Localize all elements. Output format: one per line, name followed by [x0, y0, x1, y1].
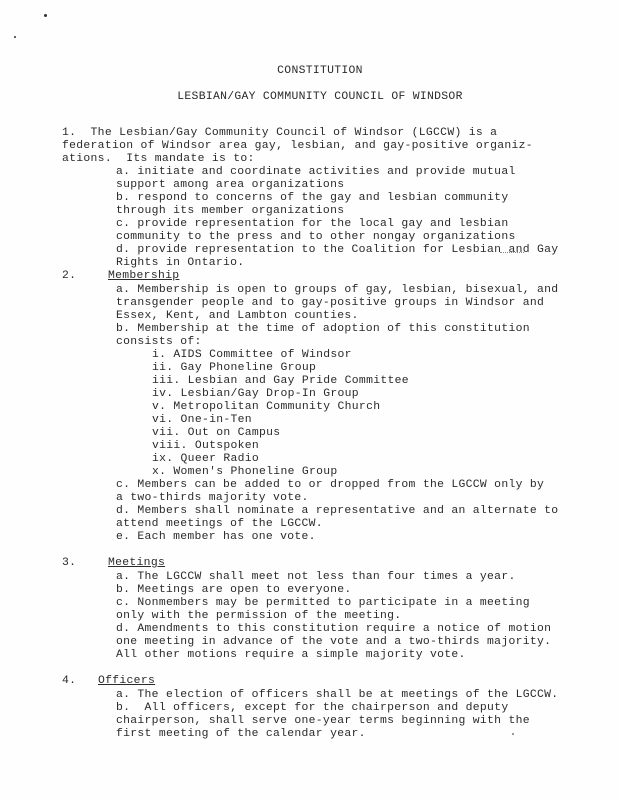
section-4-heading: Officers — [98, 675, 156, 687]
officers-line: chairperson, shall serve one-year terms beginning with the — [116, 715, 530, 727]
membership-line: Essex, Kent, and Lambton counties. — [116, 310, 359, 322]
officers-line: a. The election of officers shall be at meetings of the LGCCW. — [116, 689, 559, 701]
meetings-line: d. Amendments to this constitution require a notice of motion — [116, 623, 552, 635]
meetings-line: All other motions require a simple majority vote. — [116, 649, 466, 661]
mandate-item: support among area organizations — [116, 179, 345, 191]
membership-line: c. Members can be added to or dropped from the LGCCW only by — [116, 479, 545, 491]
mandate-item: a. initiate and coordinate activities and provide mutual — [116, 166, 516, 178]
member-group: vi. One-in-Ten — [152, 414, 252, 426]
section-3-number: 3. — [62, 557, 77, 569]
membership-line: a. Membership is open to groups of gay, lesbian, bisexual, and — [116, 284, 559, 296]
document-title: CONSTITUTION — [277, 65, 363, 77]
section-3-heading: Meetings — [108, 557, 166, 569]
member-group: x. Women's Phoneline Group — [152, 466, 338, 478]
officers-line: first meeting of the calendar year. — [116, 728, 366, 740]
member-group: i. AIDS Committee of Windsor — [152, 349, 352, 361]
member-group: viii. Outspoken — [152, 440, 260, 452]
mandate-item: c. provide representation for the local gay and lesbian — [116, 218, 509, 230]
document-subtitle: LESBIAN/GAY COMMUNITY COUNCIL OF WINDSOR — [177, 91, 463, 103]
mandate-item: d. provide representation to the Coalition for Lesbian and Gay — [116, 244, 559, 256]
meetings-line: b. Meetings are open to everyone. — [116, 584, 352, 596]
membership-line: a two-thirds majority vote. — [116, 492, 309, 504]
section-1-line: ations. Its mandate is to: — [62, 153, 255, 165]
mandate-item: b. respond to concerns of the gay and lesbian community — [116, 192, 509, 204]
member-group: v. Metropolitan Community Church — [152, 401, 381, 413]
scan-speck — [44, 14, 47, 17]
section-1-line: federation of Windsor area gay, lesbian, and gay-positive organiz- — [62, 140, 533, 152]
section-1-line: 1. The Lesbian/Gay Community Council of Windsor (LGCCW) is a — [62, 127, 498, 139]
mandate-item: Rights in Ontario. — [116, 257, 245, 269]
officers-line: b. All officers, except for the chairperson and deputy — [116, 702, 509, 714]
mandate-item: through its member organizations — [116, 205, 345, 217]
membership-line: transgender people and to gay-positive groups in Windsor and — [116, 297, 545, 309]
membership-line: e. Each member has one vote. — [116, 531, 316, 543]
membership-line: attend meetings of the LGCCW. — [116, 518, 323, 530]
meetings-line: c. Nonmembers may be permitted to participate in a meeting — [116, 597, 530, 609]
member-group: vii. Out on Campus — [152, 427, 281, 439]
scan-speck — [14, 36, 16, 38]
membership-line: d. Members shall nominate a representative and an alternate to — [116, 505, 559, 517]
membership-line: consists of: — [116, 336, 202, 348]
membership-line: b. Membership at the time of adoption of this constitution — [116, 323, 530, 335]
pen-mark — [500, 250, 524, 253]
section-4-number: 4. — [62, 675, 77, 687]
member-group: iii. Lesbian and Gay Pride Committee — [152, 375, 409, 387]
member-group: iv. Lesbian/Gay Drop-In Group — [152, 388, 359, 400]
mandate-item: community to the press and to other nongay organizations — [116, 231, 516, 243]
meetings-line: one meeting in advance of the vote and a two-thirds majority. — [116, 636, 552, 648]
section-2-number: 2. — [62, 270, 77, 282]
meetings-line: only with the permission of the meeting. — [116, 610, 402, 622]
section-2-heading: Membership — [108, 270, 180, 282]
scan-speck — [512, 733, 514, 735]
meetings-line: a. The LGCCW shall meet not less than four times a year. — [116, 571, 516, 583]
member-group: ii. Gay Phoneline Group — [152, 362, 317, 374]
member-group: ix. Queer Radio — [152, 453, 260, 465]
